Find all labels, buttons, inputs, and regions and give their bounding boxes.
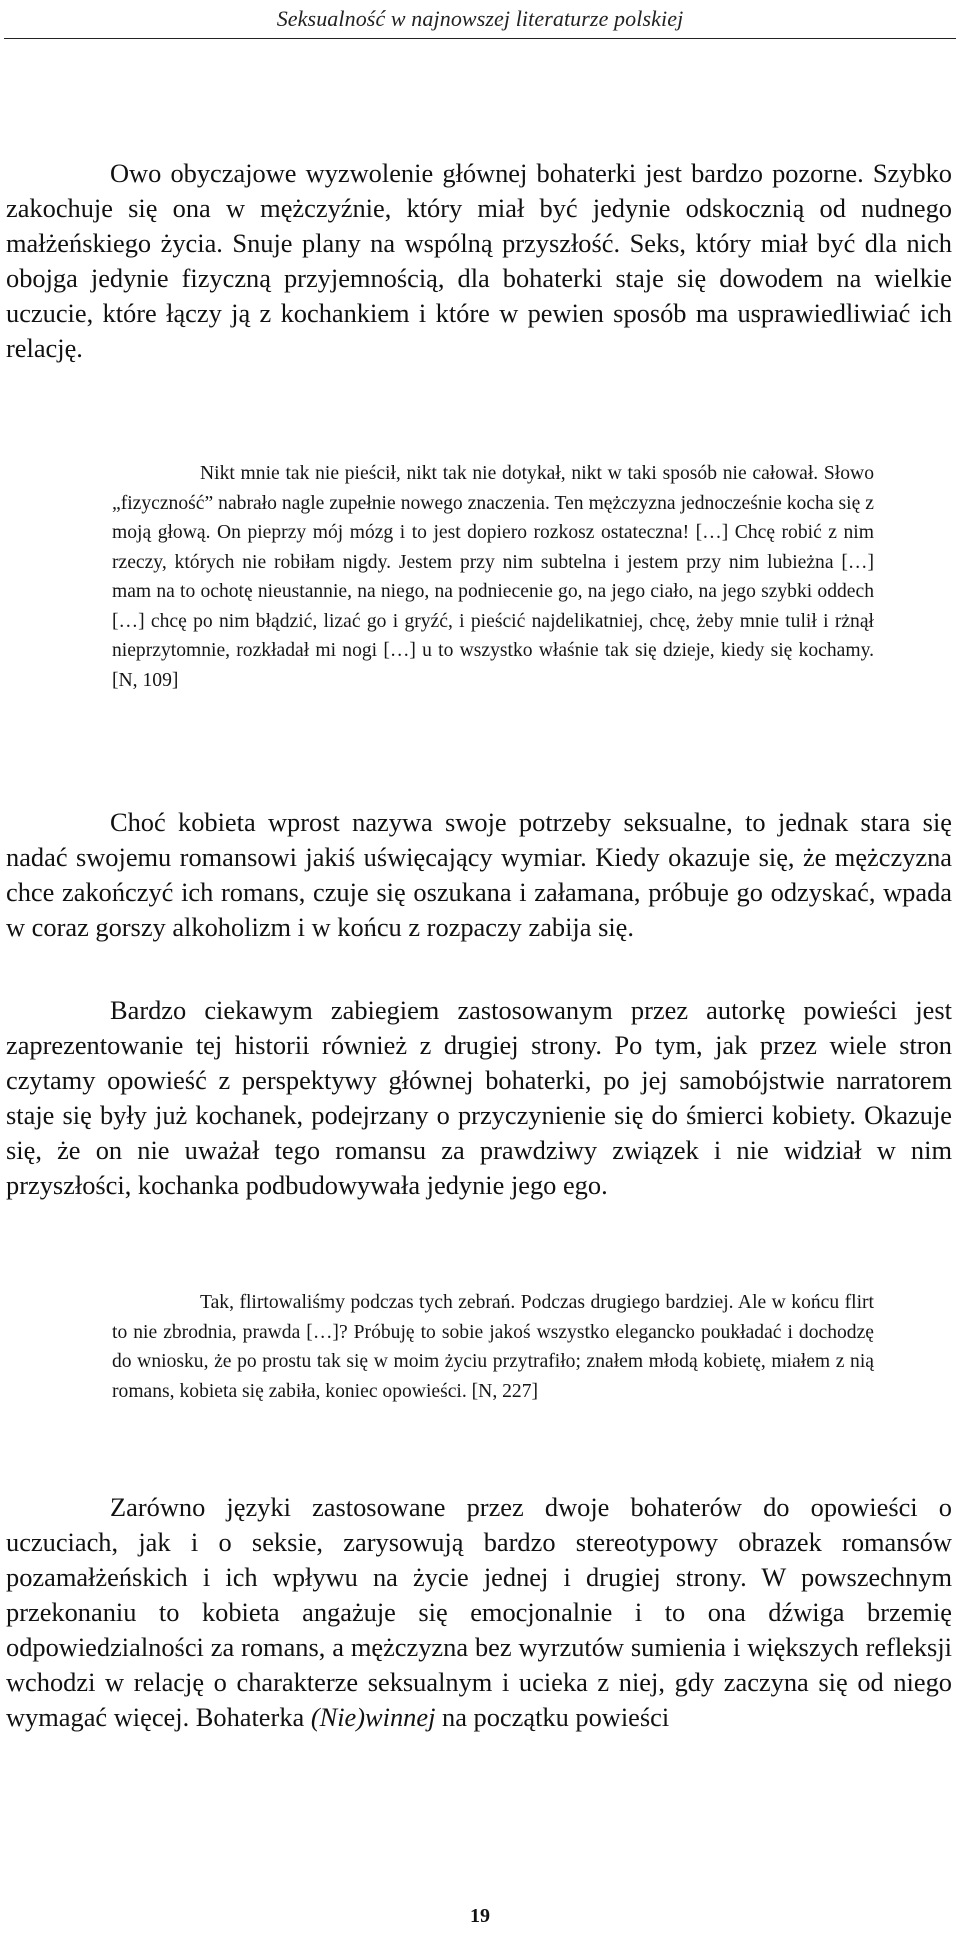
running-header: Seksualność w najnowszej literaturze polskiej bbox=[276, 6, 684, 31]
body-paragraph-4 bbox=[6, 1490, 952, 1735]
body-paragraph-2: Choć kobieta wprost nazywa swoje potrzeby seksualne, to jednak stara się nadać swojemu romansowi jakiś uświęcający wymiar. Kiedy okazuje się, że mężczyzna chce zakończyć ich romans, czuje się oszukana i załamana, próbuje go odzyskać, wpada w coraz gorszy alkoholizm i w końcu z rozpaczy zabija się. bbox=[6, 807, 952, 942]
header-divider bbox=[4, 38, 956, 39]
block-quote-2: Tak, flirtowaliśmy podczas tych zebrań. Podczas drugiego bardziej. Ale w końcu flirt to nie zbrodnia, prawda […]? Próbuję to sobie jakoś wszystko elegancko poukładać i dochodzę do wniosku, że po prostu tak się w moim życiu przytrafiło; znałem młodą kobietę, miałem z nią romans, kobieta się zabiła, koniec opowieści. [N, 227] bbox=[112, 1292, 874, 1402]
body-paragraph-3: Bardzo ciekawym zabiegiem zastosowanym przez autorkę powieści jest zaprezentowanie tej historii również z drugiej strony. Po tym, jak przez wiele stron czytamy opowieść z perspektywy głównej bohaterki, po jej samobójstwie narratorem staje się były już kochanek, podejrzany o przyczynienie się do śmierci kobiety. Okazuje się, że on nie uważał tego romansu za prawdziwy związek i nie widział w nim przyszłości, kochanka podbudowywała jedynie jego ego. bbox=[6, 995, 952, 1200]
block-quote-1: Nikt mnie tak nie pieścił, nikt tak nie dotykał, nikt w taki sposób nie całował. Słowo „fizyczność” nabrało nagle zupełnie nowego znaczenia. Ten mężczyzna jednocześnie kocha się z moją głową. On pieprzy mój mózg i to jest dopiero rozkosz ostateczna! […] Chcę robić z nim rzeczy, których nie robiłam nigdy. Jestem przy nim subtelna i jestem przy nim lubieżna […] mam na to ochotę nieustannie, na niego, na podniecenie go, na jego ciało, na jego szybki oddech […] chcę po nim błądzić, lizać go i gryźć, i pieścić najdelikatniej, chcę, żeby mnie tulił i rżnął nieprzytomnie, rozkładał mi nogi […] u to wszystko właśnie tak się dzieje, kiedy się kochamy. [N, 109] bbox=[112, 463, 874, 691]
book-title: (Nie)winnej bbox=[310, 1702, 436, 1732]
body-paragraph-4-tail: na początku powieści bbox=[435, 1702, 670, 1732]
body-paragraph-4-text: Zarówno języki zastosowane przez dwoje bohaterów do opowieści o uczuciach, jak i o seksie, zarysowują bardzo stereotypowy obrazek romansów pozamałżeńskich i ich wpływu na życie jednej i drugiej strony. W powszechnym przekonaniu to kobieta angażuje się emocjonalnie i to ona dźwiga brzemię odpowiedzialności za romans, a mężczyzna bez wyrzutów sumienia i większych refleksji wchodzi w relację o charakterze seksualnym i ucieka z niej, gdy zaczyna się od niego wymagać więcej. Bohaterka bbox=[6, 1492, 952, 1732]
page-number: 19 bbox=[470, 1905, 490, 1927]
body-paragraph-1: Owo obyczajowe wyzwolenie głównej bohaterki jest bardzo pozorne. Szybko zakochuje się ona w mężczyźnie, który miał być jedynie odskocznią od nudnego małżeńskiego życia. Snuje plany na wspólną przyszłość. Seks, który miał być dla nich obojga jedynie fizyczną przyjemnością, dla bohaterki staje się dowodem na wielkie uczucie, które łączy ją z kochankiem i które w pewien sposób ma usprawiedliwiać ich relację. bbox=[6, 158, 952, 363]
